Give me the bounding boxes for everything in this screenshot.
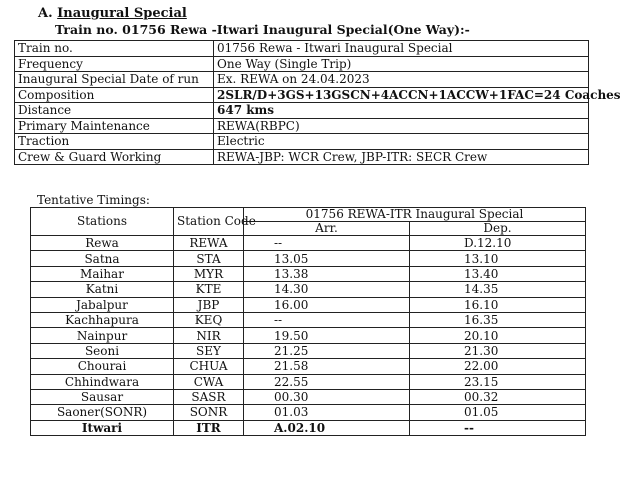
- departure-time: 13.10: [410, 251, 586, 266]
- info-value: 647 kms: [214, 103, 589, 119]
- info-value: Electric: [214, 134, 589, 150]
- info-label: Train no.: [15, 41, 214, 57]
- info-row: [15, 134, 589, 150]
- station-code: SEY: [174, 343, 244, 358]
- station-name: Satna: [31, 251, 174, 266]
- info-row: [15, 149, 589, 165]
- train-info-body: [15, 41, 621, 165]
- departure-time: 22.00: [410, 359, 586, 374]
- departure-time: 16.35: [410, 312, 586, 327]
- arrival-time: 13.05: [244, 251, 410, 266]
- station-name: Kachhapura: [31, 312, 174, 327]
- info-label: Inaugural Special Date of run: [15, 72, 214, 88]
- station-code: REWA: [174, 236, 244, 251]
- departure-time: 20.10: [410, 328, 586, 343]
- train-title: Train no. 01756 Rewa -Itwari Inaugural Special(One Way):-: [55, 22, 470, 37]
- info-label: Distance: [15, 103, 214, 119]
- header-arr: Arr.: [244, 222, 410, 236]
- info-label: Crew & Guard Working: [15, 149, 214, 165]
- timing-row: [31, 359, 586, 374]
- info-value: 2SLR/D+3GS+13GSCN+4ACCN+1ACCW+1FAC=24 Coaches: [214, 87, 589, 103]
- train-info-table: [14, 40, 621, 165]
- timing-row: [31, 405, 586, 420]
- station-code: SASR: [174, 389, 244, 404]
- info-value: Ex. REWA on 24.04.2023: [214, 72, 589, 88]
- info-row: [15, 118, 589, 134]
- station-name: Maihar: [31, 266, 174, 281]
- station-code: NIR: [174, 328, 244, 343]
- info-value: 01756 Rewa - Itwari Inaugural Special: [214, 41, 589, 57]
- info-row: [15, 72, 589, 88]
- tentative-timings-label: Tentative Timings:: [37, 193, 150, 207]
- timing-row: [31, 266, 586, 281]
- station-code: STA: [174, 251, 244, 266]
- station-name: Sausar: [31, 389, 174, 404]
- info-label: Traction: [15, 134, 214, 150]
- departure-time: 14.35: [410, 282, 586, 297]
- header-stations: Stations: [31, 208, 174, 236]
- station-name: Chhindwara: [31, 374, 174, 389]
- info-value: REWA(RBPC): [214, 118, 589, 134]
- station-code: KEQ: [174, 312, 244, 327]
- timing-row: [31, 282, 586, 297]
- arrival-time: 01.03: [244, 405, 410, 420]
- timing-row: [31, 251, 586, 266]
- header-dep: Dep.: [410, 222, 586, 236]
- station-name: Seoni: [31, 343, 174, 358]
- timing-row: [31, 297, 586, 312]
- station-code: JBP: [174, 297, 244, 312]
- timing-row: [31, 343, 586, 358]
- departure-time: 01.05: [410, 405, 586, 420]
- timing-body: [31, 236, 586, 436]
- arrival-time: --: [244, 236, 410, 251]
- timing-row: [31, 374, 586, 389]
- info-row: [15, 56, 589, 72]
- station-name: Nainpur: [31, 328, 174, 343]
- timing-row: [31, 420, 586, 435]
- station-code: MYR: [174, 266, 244, 281]
- timing-header: [31, 208, 586, 236]
- departure-time: 16.10: [410, 297, 586, 312]
- station-name: Chourai: [31, 359, 174, 374]
- departure-time: 23.15: [410, 374, 586, 389]
- arrival-time: --: [244, 312, 410, 327]
- info-row: [15, 103, 589, 119]
- station-code: CWA: [174, 374, 244, 389]
- info-label: Composition: [15, 87, 214, 103]
- timing-table: [30, 207, 586, 436]
- station-name: Katni: [31, 282, 174, 297]
- info-label: Frequency: [15, 56, 214, 72]
- station-name: Itwari: [31, 420, 174, 435]
- station-name: Rewa: [31, 236, 174, 251]
- arrival-time: 19.50: [244, 328, 410, 343]
- arrival-time: 21.58: [244, 359, 410, 374]
- header-train: 01756 REWA-ITR Inaugural Special: [244, 208, 586, 222]
- station-code: KTE: [174, 282, 244, 297]
- station-name: Jabalpur: [31, 297, 174, 312]
- departure-time: --: [410, 420, 586, 435]
- arrival-time: 16.00: [244, 297, 410, 312]
- info-row: [15, 87, 589, 103]
- timing-row: [31, 328, 586, 343]
- section-title: Inaugural Special: [57, 6, 187, 21]
- info-label: Primary Maintenance: [15, 118, 214, 134]
- timing-row: [31, 312, 586, 327]
- arrival-time: 13.38: [244, 266, 410, 281]
- departure-time: 21.30: [410, 343, 586, 358]
- arrival-time: 14.30: [244, 282, 410, 297]
- section-letter: A.: [38, 6, 53, 21]
- arrival-time: 21.25: [244, 343, 410, 358]
- arrival-time: 00.30: [244, 389, 410, 404]
- header-station-code: Station Code: [174, 208, 244, 236]
- station-code: ITR: [174, 420, 244, 435]
- info-value: One Way (Single Trip): [214, 56, 589, 72]
- departure-time: D.12.10: [410, 236, 586, 251]
- timing-row: [31, 236, 586, 251]
- section-heading: [38, 6, 187, 21]
- info-row: [15, 41, 589, 57]
- station-code: CHUA: [174, 359, 244, 374]
- arrival-time: A.02.10: [244, 420, 410, 435]
- station-name: Saoner(SONR): [31, 405, 174, 420]
- departure-time: 13.40: [410, 266, 586, 281]
- departure-time: 00.32: [410, 389, 586, 404]
- arrival-time: 22.55: [244, 374, 410, 389]
- timing-row: [31, 389, 586, 404]
- station-code: SONR: [174, 405, 244, 420]
- info-value: REWA-JBP: WCR Crew, JBP-ITR: SECR Crew: [214, 149, 589, 165]
